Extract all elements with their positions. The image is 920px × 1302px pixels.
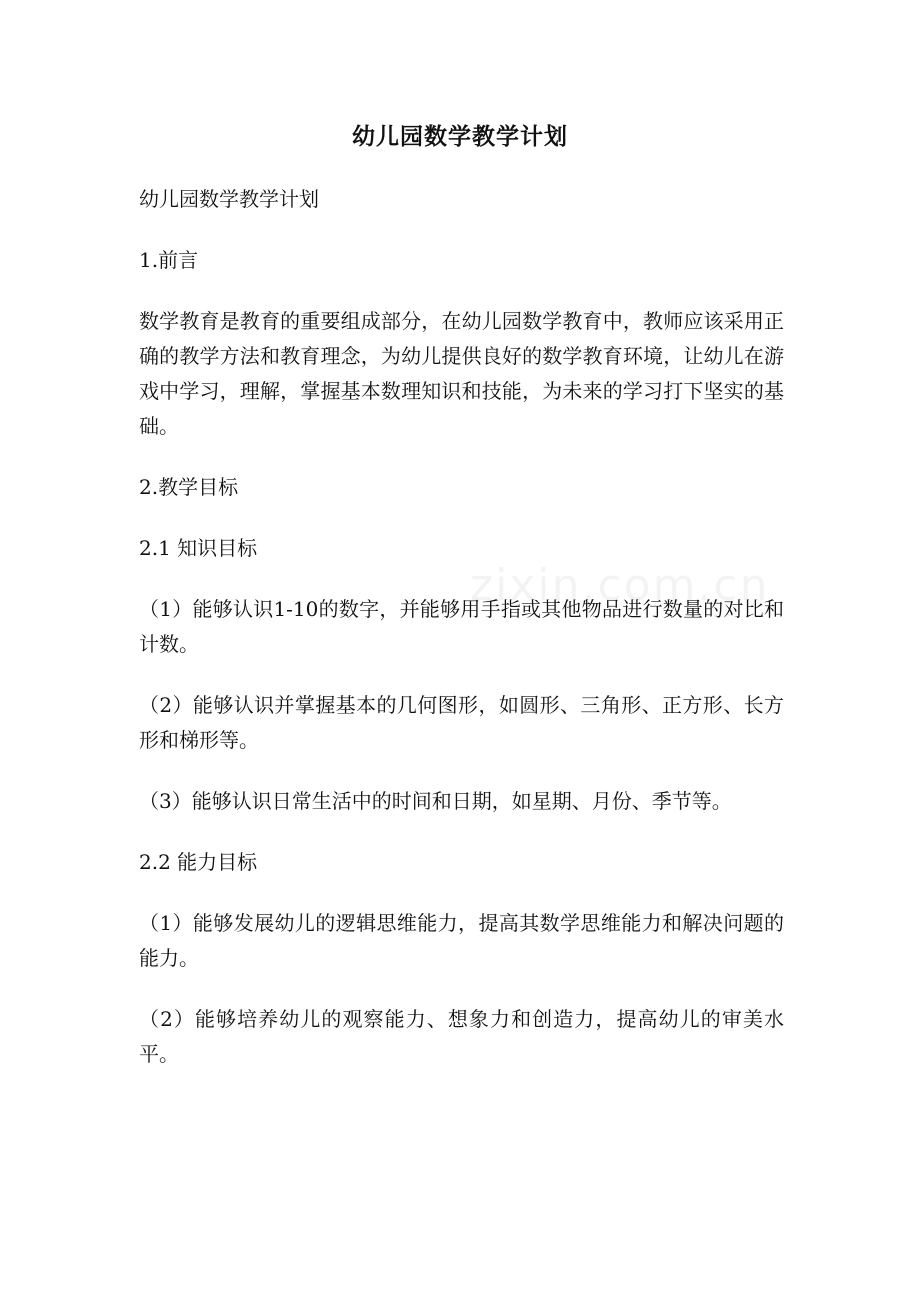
subtitle-paragraph: 幼儿园数学教学计划 xyxy=(139,187,319,211)
section-heading-preface: 1.前言 xyxy=(139,248,199,272)
document-body xyxy=(139,182,784,1098)
ability-item-1: （1）能够发展幼儿的逻辑思维能力，提高其数学思维能力和解决问题的能力。 xyxy=(139,911,784,970)
subsection-heading-knowledge: 2.1 知识目标 xyxy=(139,536,258,560)
section-heading-objectives: 2.教学目标 xyxy=(139,475,239,499)
knowledge-item-2: （2）能够认识并掌握基本的几何图形，如圆形、三角形、正方形、长方形和梯形等。 xyxy=(139,693,784,752)
subsection-heading-ability: 2.2 能力目标 xyxy=(139,850,258,874)
knowledge-item-3: （3）能够认识日常生活中的时间和日期，如星期、月份、季节等。 xyxy=(139,789,732,813)
preface-paragraph: 数学教育是教育的重要组成部分，在幼儿园数学教育中，教师应该采用正确的教学方法和教育理念，为幼儿提供良好的数学教育环境，让幼儿在游戏中学习，理解，掌握基本数理知识和技能，为未来的学习打下坚实的基础。 xyxy=(139,309,784,438)
document-title: 幼儿园数学教学计划 xyxy=(352,123,568,150)
knowledge-item-1: （1）能够认识1-10的数字，并能够用手指或其他物品进行数量的对比和计数。 xyxy=(139,597,784,656)
ability-item-2: （2）能够培养幼儿的观察能力、想象力和创造力，提高幼儿的审美水平。 xyxy=(139,1007,784,1066)
